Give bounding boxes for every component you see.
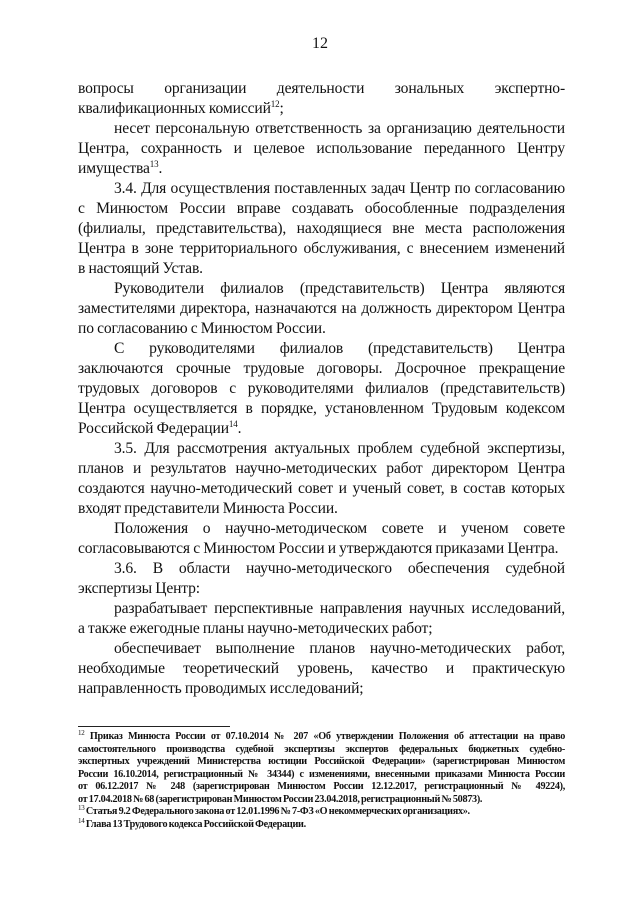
line-text: необходимые теоретический уровень, качество и практическую [78,660,565,677]
paragraph [78,639,565,699]
line-text: в настоящий Устав. [78,260,203,277]
text-line [78,639,565,659]
text-line [78,519,565,539]
document-body [78,79,565,699]
text-line [78,319,565,339]
text-line [78,299,565,319]
footnote-text: самостоятельного производства судебной экспертизы экспертов федеральных бюджетных судебно- [78,743,565,755]
footnote-number: 13 [78,804,85,812]
footnote-14 [78,816,565,832]
paragraph [78,279,565,339]
footnote-line [78,744,565,757]
paragraph [78,519,565,559]
footnote-line [78,794,565,807]
line-text: согласовываются с Минюстом России и утверждаются приказами Центра. [78,540,559,557]
line-text: по согласованию с Минюстом России. [78,320,326,337]
line-text: несет персональную ответственность за организацию деятельности [114,120,565,137]
footnote-line [78,816,565,832]
line-text: 3.4. Для осуществления поставленных задач Центр по согласованию [114,180,565,197]
footnote-number: 12 [78,729,85,737]
footnote-divider [78,726,230,727]
text-line [78,219,565,239]
text-line [78,419,565,439]
line-text: входят представители Минюста России. [78,500,338,517]
footnote-line [78,731,565,744]
line-text: Российской Федерации [78,420,229,437]
text-line [78,119,565,139]
footnote-12 [78,731,565,806]
line-text: Центра, сохранность и целевое использование переданного Центру [78,140,565,157]
paragraph [78,119,565,179]
footnote-line [78,769,565,782]
text-line [78,79,565,99]
line-text: направленность проводимых исследований; [78,680,364,697]
line-text: создаются научно-методический совет и ученый совет, в состав которых [78,480,565,497]
line-text: (филиалы, представительства), находящиеся вне места расположения [78,220,565,237]
line-text: обеспечивает выполнение планов научно-методических работ, [114,640,565,657]
text-line [78,659,565,679]
text-line [78,619,565,639]
line-text: заключаются срочные трудовые договоры. Досрочное прекращение [78,360,565,377]
footnote-text: от 06.12.2017 № 248 (зарегистрирован Минюстом России 12.12.2017, регистрационный № 49224), [78,781,565,792]
paragraph [78,439,565,519]
paragraph [78,79,565,119]
paragraph [78,339,565,439]
line-text: а также ежегодные планы научно-методических работ; [78,620,433,637]
text-line [78,379,565,399]
line-text: Руководители филиалов (представительств) Центра являются [114,280,565,297]
text-line [78,439,565,459]
footnote-text: России 16.10.2014, регистрационный № 34344) с изменениями, внесенными приказами Минюста России [78,768,565,780]
line-text: вопросы организации деятельности зональных экспертно- [78,80,565,97]
footnote-reference[interactable]: 14 [228,419,238,429]
line-text: Центра осуществляется в порядке, установленном Трудовым кодексом [78,400,565,417]
text-line [78,339,565,359]
text-line [78,559,565,579]
text-line [78,99,565,119]
paragraph [78,599,565,639]
footnote-reference[interactable]: 13 [149,159,159,169]
text-line [78,139,565,159]
footnote-line [78,781,565,794]
footnote-number: 14 [78,816,85,825]
footnote-text: Приказ Минюста России от 07.10.2014 № 207 «Об утверждении Положения об аттестации на право [89,731,566,742]
text-line [78,679,565,699]
footnotes [78,731,565,831]
footnote-line [78,756,565,769]
line-text: планов и результатов научно-методических работ директором Центра [78,460,565,477]
footnote-text: Статья 9.2 Федерального закона от 12.01.1996 № 7-ФЗ «О некоммерческих организациях». [85,806,470,817]
line-text: с Минюстом России вправе создавать обособленные подразделения [78,200,565,217]
paragraph [78,179,565,279]
text-line [78,179,565,199]
page-number: 12 [312,35,328,52]
footnote-reference[interactable]: 12 [270,99,280,109]
text-line [78,499,565,519]
punctuation: ; [279,100,284,117]
footnote-line [78,806,565,819]
punctuation: . [158,160,163,177]
text-line [78,479,565,499]
text-line [78,459,565,479]
paragraph [78,559,565,599]
line-text: трудовых договоров с руководителями филиалов (представительств) [78,380,565,397]
text-line [78,539,565,559]
footnote-13 [78,806,565,819]
footnote-text: Глава 13 Трудового кодекса Российской Федерации. [85,818,306,830]
text-line [78,199,565,219]
text-line [78,279,565,299]
line-text: Центра в зоне территориального обслуживания, с внесением изменений [78,240,565,257]
text-line [78,259,565,279]
text-line [78,579,565,599]
text-line [78,239,565,259]
punctuation: . [237,420,242,437]
text-line [78,359,565,379]
text-line [78,159,565,179]
footnote-text: экспертных учреждений Министерства юстиции Российской Федерации» (зарегистрирован Минюстом [78,756,565,767]
line-text: заместителями директора, назначаются на должность директором Центра [78,300,565,317]
footnote-text: от 17.04.2018 № 68 (зарегистрирован Минюстом России 23.04.2018, регистрационный № 50873). [78,793,483,805]
line-text: квалификационных комиссий [78,100,271,117]
text-line [78,599,565,619]
line-text: 3.6. В области научно-методического обеспечения судебной [114,560,565,577]
line-text: 3.5. Для рассмотрения актуальных проблем судебной экспертизы, [114,440,565,457]
line-text: имущества [78,160,150,177]
line-text: С руководителями филиалов (представительств) Центра [114,340,565,357]
text-line [78,399,565,419]
line-text: Положения о научно-методическом совете и ученом совете [114,520,565,537]
line-text: экспертизы Центр: [78,580,200,597]
line-text: разрабатывает перспективные направления научных исследований, [114,600,565,617]
